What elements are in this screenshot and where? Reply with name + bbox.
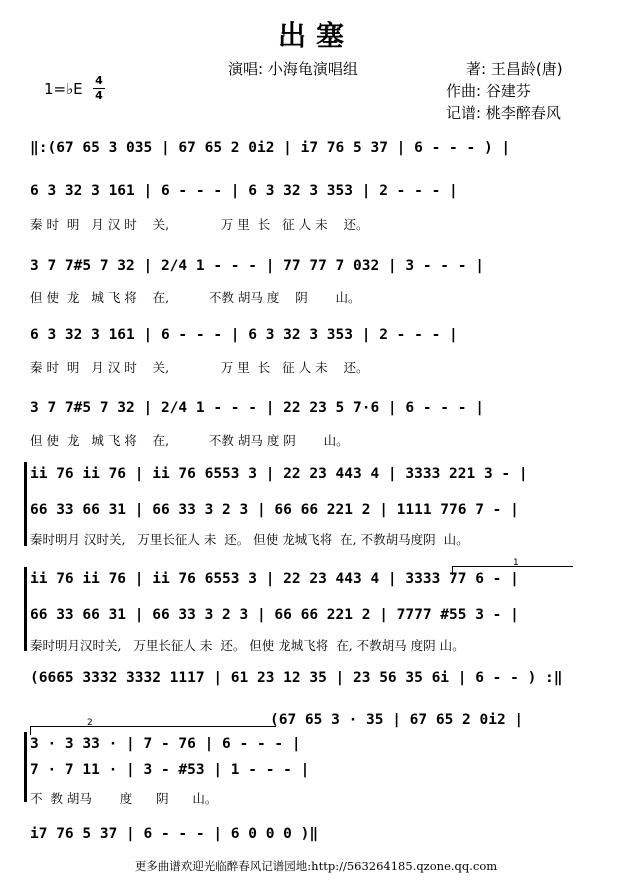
lyrics-text: 但 使 龙 城 飞 将 在, 不教 胡马 度 阴 山。: [30, 433, 349, 448]
lyrics-line: [30, 636, 602, 654]
notation-text: ‖:(67 65 3 035 | 67 65 2 0i2 | i7 76 5 37 | 6 - - - ) |: [30, 140, 511, 156]
time-signature: [93, 75, 105, 102]
composer-label: 作曲:: [446, 82, 482, 100]
notation-line: [30, 826, 602, 842]
song-title: 出塞: [277, 19, 354, 52]
lyricist-line: [466, 58, 563, 79]
lyrics-text: 秦时明月汉时关, 万里长征人 未 还。 但使 龙城飞将 在, 不教胡马 度阴 山。: [30, 638, 465, 653]
time-bottom: 4: [95, 89, 103, 102]
notation-line: [30, 327, 602, 343]
notation-line: [30, 140, 602, 156]
transcriber-label: 记谱:: [446, 104, 482, 122]
lyrics-line: [30, 789, 602, 807]
notation-line: [30, 670, 602, 686]
notation-line: [30, 183, 602, 199]
system-bracket: [24, 462, 27, 546]
notation-text: 6 3 32 3 161 | 6 - - - | 6 3 32 3 353 | 2 - - - |: [30, 327, 458, 343]
lyrics-line: [30, 288, 602, 306]
notation-line: [30, 571, 602, 587]
system-bracket: [24, 567, 27, 651]
notation-line: [30, 762, 602, 778]
lyrics-line: [30, 215, 602, 233]
notation-line: [30, 502, 602, 518]
notation-text: (67 65 3 · 35 | 67 65 2 0i2 |: [270, 712, 524, 728]
lyrics-text: 秦 时 明 月 汉 时 关, 万 里 长 征 人 未 还。: [30, 360, 369, 375]
notation-text: 6 3 32 3 161 | 6 - - - | 6 3 32 3 353 | 2 - - - |: [30, 183, 458, 199]
notation-text: 3 7 7#5 7 32 | 2/4 1 - - - | 77 77 7 032 | 3 - - - |: [30, 258, 484, 274]
system-bracket: [24, 732, 27, 802]
composer-name: 谷建芬: [485, 82, 531, 100]
singer-name: 小海龟演唱组: [267, 60, 358, 78]
lyrics-text: 不 教 胡马 度 阴 山。: [30, 791, 218, 806]
notation-text: 7 · 7 11 · | 3 - #53 | 1 - - - |: [30, 762, 310, 778]
transcriber-line: [446, 102, 561, 123]
notation-text: i7 76 5 37 | 6 - - - | 6 0 0 0 )‖: [30, 826, 319, 842]
lyrics-text: 秦 时 明 月 汉 时 关, 万 里 长 征 人 未 还。: [30, 217, 369, 232]
composer-line: [446, 80, 531, 101]
time-top: 4: [95, 74, 103, 87]
singer-label: 演唱:: [228, 60, 264, 78]
notation-text: 66 33 66 31 | 66 33 3 2 3 | 66 66 221 2 | 1111 776 7 - |: [30, 502, 519, 518]
lyrics-line: [30, 358, 602, 376]
notation-text: 3 · 3 33 · | 7 - 76 | 6 - - - |: [30, 736, 301, 752]
notation-text: ii 76 ii 76 | ii 76 6553 3 | 22 23 443 4 | 3333 77 6 - |: [30, 571, 519, 587]
notation-line: [270, 712, 602, 728]
notation-text: 66 33 66 31 | 66 33 3 2 3 | 66 66 221 2 | 7777 #55 3 - |: [30, 607, 519, 623]
footer-note: 更多曲谱欢迎光临醉春风记谱园地:http://563264185.qzone.qq.com: [134, 859, 498, 873]
lyrics-line: [30, 530, 602, 548]
notation-line: [30, 607, 602, 623]
notation-line: [30, 466, 602, 482]
volta-number-1: 1: [513, 558, 519, 568]
notation-line: [30, 400, 602, 416]
lyrics-text: 但 使 龙 城 飞 将 在, 不教 胡马 度 阴 山。: [30, 290, 361, 305]
volta-number-2: 2: [87, 718, 93, 728]
transcriber-name: 桃李醉春风: [485, 104, 561, 122]
lyricist-name: 王昌龄(唐): [490, 60, 563, 78]
lyricist-label: 著:: [466, 60, 487, 78]
lyrics-text: 秦时明月 汉时关, 万里长征人 未 还。 但使 龙城飞将 在, 不教胡马度阴 山。: [30, 532, 469, 547]
singer-line: [228, 58, 358, 79]
notation-text: ii 76 ii 76 | ii 76 6553 3 | 22 23 443 4 | 3333 221 3 - |: [30, 466, 528, 482]
notation-text: 3 7 7#5 7 32 | 2/4 1 - - - | 22 23 5 7·6 | 6 - - - |: [30, 400, 484, 416]
notation-line: [30, 736, 602, 752]
notation-line: [30, 258, 602, 274]
notation-text: (6665 3332 3332 1117 | 61 23 12 35 | 23 56 35 6i | 6 - - ) :‖: [30, 670, 563, 686]
lyrics-line: [30, 431, 602, 449]
key-signature: 1=♭E: [44, 80, 83, 98]
volta-bracket-2: [30, 718, 276, 735]
